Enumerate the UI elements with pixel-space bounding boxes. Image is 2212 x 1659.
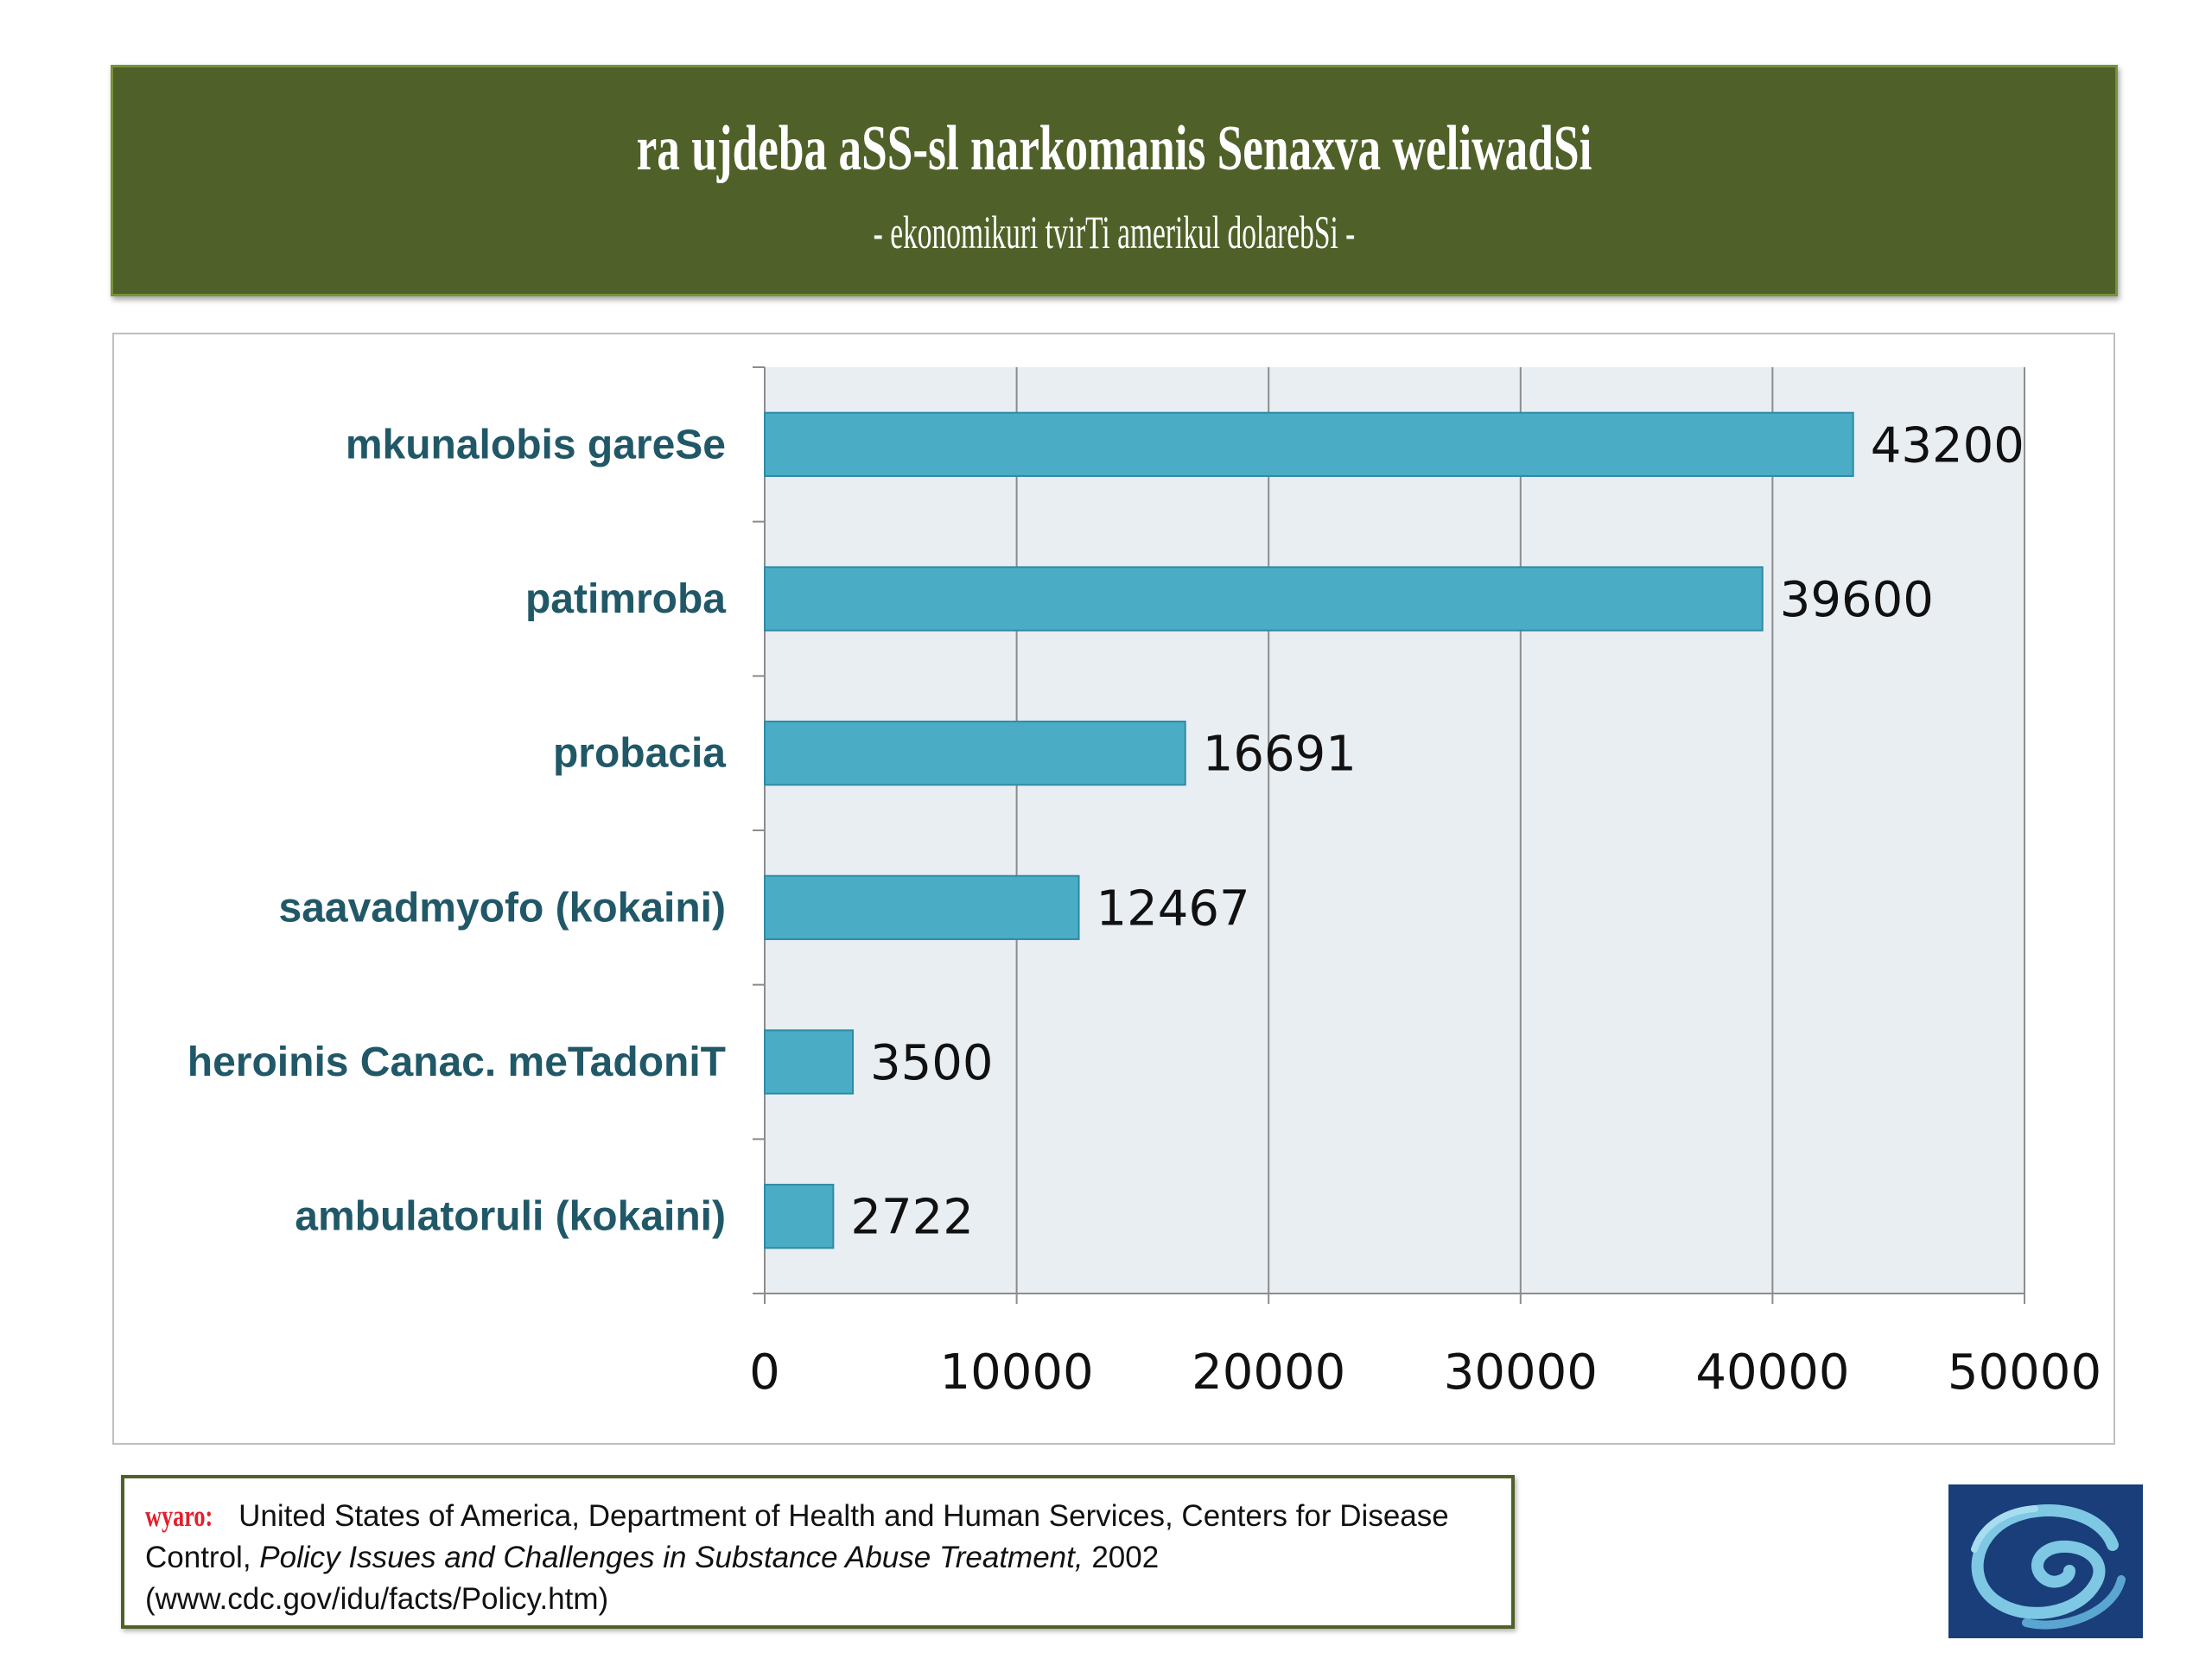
x-tick-label: 30000 — [1443, 1344, 1598, 1401]
chart-title: ra ujdeba aSS-sl narkomanis Senaxva weliwadSi — [636, 113, 1592, 184]
bar — [765, 876, 1079, 939]
title-banner — [111, 65, 2118, 296]
data-label: 12467 — [1096, 880, 1250, 938]
bar — [765, 721, 1185, 785]
data-label: 3500 — [870, 1035, 994, 1091]
source-text: United States of America, Department of Health and Human Services, Centers for Disease Control, — [145, 1499, 1449, 1574]
source-label: wyaro: — [145, 1499, 213, 1533]
bar — [765, 567, 1763, 630]
data-label: 39600 — [1779, 572, 1934, 628]
x-tick-label: 20000 — [1192, 1344, 1346, 1401]
x-tick-label: 50000 — [1947, 1344, 2102, 1401]
source-text-end: 2002 (www.cdc.gov/idu/facts/Policy.htm) — [145, 1541, 1160, 1616]
chart-frame — [112, 333, 2115, 1445]
plot-area — [765, 367, 2024, 1294]
category-label: heroinis Canac. meTadoniT — [187, 1039, 726, 1085]
x-tick-label: 0 — [749, 1344, 780, 1401]
x-tick-label: 40000 — [1695, 1344, 1850, 1401]
source-citation — [121, 1475, 1515, 1629]
source-title-italic: Policy Issues and Challenges in Substance Abuse Treatment, — [259, 1541, 1084, 1574]
bar — [765, 1185, 833, 1248]
x-tick-label: 10000 — [939, 1344, 1094, 1401]
chart-subtitle: - ekonomikuri tvirTi amerikul dolarebSi - — [873, 207, 1356, 258]
bar — [765, 413, 1853, 476]
organization-logo — [1948, 1484, 2143, 1638]
spiral-logo-icon — [1948, 1484, 2143, 1638]
category-label: ambulatoruli (kokaini) — [295, 1193, 726, 1240]
data-label: 16691 — [1202, 726, 1357, 783]
data-label: 2722 — [850, 1189, 974, 1246]
category-label: saavadmyofo (kokaini) — [278, 885, 726, 931]
category-label: patimroba — [524, 576, 726, 622]
bar-chart — [114, 334, 2113, 1443]
category-label: probacia — [552, 730, 726, 777]
category-label: mkunalobis gareSe — [345, 422, 726, 468]
bar — [765, 1030, 853, 1093]
data-label: 43200 — [1870, 417, 2024, 474]
